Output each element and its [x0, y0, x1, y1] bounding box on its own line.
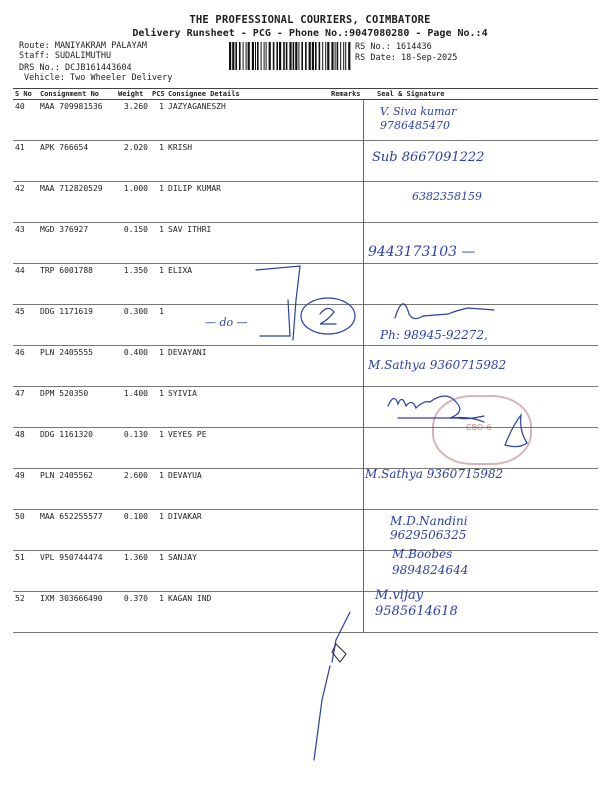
stamp-text: CBO-6 — [466, 423, 492, 432]
row-sno: 42 — [15, 184, 25, 193]
rs-date: RS Date: 18-Sep-2025 — [355, 53, 458, 63]
row-consignment: VPL 950744474 — [40, 553, 103, 562]
row-sno: 43 — [15, 225, 25, 234]
ditto-mark: — do — — [205, 316, 248, 329]
row-weight: 0.370 — [123, 594, 148, 603]
row-consignment: DDG 1161320 — [40, 430, 93, 439]
row-weight: 1.360 — [123, 553, 148, 562]
row-pcs: 1 — [159, 143, 164, 152]
drs-number: DRS No.: DCJB161443604 — [19, 63, 132, 73]
row-weight: 2.600 — [123, 471, 148, 480]
row-weight: 0.300 — [123, 307, 148, 316]
row-consignment: MAA 712820529 — [40, 184, 103, 193]
row-consignee: JAZYAGANESZH — [168, 102, 226, 111]
sig50-text: M.D.Nandini 9629506325 — [390, 514, 468, 542]
row-pcs: 1 — [159, 266, 164, 275]
row-pcs: 1 — [159, 553, 164, 562]
row-consignee: DEVAYANI — [168, 348, 207, 357]
row-pcs: 1 — [159, 512, 164, 521]
row-consignee: KAGAN IND — [168, 594, 212, 603]
row-consignment: MAA 652255577 — [40, 512, 103, 521]
row-sno: 48 — [15, 430, 25, 439]
row-consignee: VEYES PE — [168, 430, 207, 439]
route-label: Route: MANIYAKRAM PALAYAM — [19, 41, 147, 51]
row-consignee: KRISH — [168, 143, 193, 152]
row-pcs: 1 — [159, 348, 164, 357]
row-consignment: MGD 376927 — [40, 225, 89, 234]
row-sno: 47 — [15, 389, 25, 398]
row-consignee: DILIP KUMAR — [168, 184, 221, 193]
runsheet-subtitle: Delivery Runsheet - PCG - Phone No.:9047080280 - Page No.:4 — [132, 28, 488, 39]
col-signature: Seal & Signature — [377, 90, 445, 98]
row-weight: 0.400 — [123, 348, 148, 357]
row-sno: 51 — [15, 553, 25, 562]
vehicle-label: Vehicle: Two Wheeler Delivery — [24, 73, 173, 83]
company-title: THE PROFESSIONAL COURIERS, COIMBATORE — [189, 14, 431, 26]
staff-label: Staff: SUDALIMUTHU — [19, 51, 112, 61]
sig52-text: M.vijay 9585614618 — [375, 588, 458, 619]
row-consignment: IXM 303666490 — [40, 594, 103, 603]
row-consignee: DEVAYUA — [168, 471, 202, 480]
row-weight: 1.000 — [123, 184, 148, 193]
signature-42: 6382358159 — [412, 190, 482, 203]
row-weight: 0.130 — [123, 430, 148, 439]
row-weight: 1.350 — [123, 266, 148, 275]
rs-number: RS No.: 1614436 — [355, 42, 432, 52]
row-sno: 49 — [15, 471, 25, 480]
row-pcs: 1 — [159, 184, 164, 193]
col-weight: Weight — [118, 90, 144, 98]
row-pcs: 1 — [159, 389, 164, 398]
row-consignment: APK 766654 — [40, 143, 89, 152]
row-consignee: SANJAY — [168, 553, 197, 562]
row-sno: 44 — [15, 266, 25, 275]
row-consignee: SYIVIA — [168, 389, 197, 398]
col-sno: S No — [15, 90, 32, 98]
row-consignee: DIVAKAR — [168, 512, 202, 521]
row-consignment: DDG 1171619 — [40, 307, 93, 316]
col-consignee: Consignee Details — [168, 90, 240, 98]
col-consignment: Consignment No — [40, 90, 100, 98]
row-weight: 0.100 — [123, 512, 148, 521]
row-pcs: 1 — [159, 430, 164, 439]
sig40-text: V. Siva kumar 9786485470 — [380, 105, 457, 132]
row-sno: 41 — [15, 143, 25, 152]
row-sno: 46 — [15, 348, 25, 357]
row-pcs: 1 — [159, 307, 164, 316]
signature-46: M.Sathya 9360715982 — [368, 358, 507, 372]
row-weight: 0.150 — [123, 225, 148, 234]
row-consignee: ELIXA — [168, 266, 193, 275]
signature-43: 9443173103 — — [368, 244, 476, 260]
row-weight: 2.020 — [123, 143, 148, 152]
row-consignee: SAV ITHRI — [168, 225, 212, 234]
row-sno: 50 — [15, 512, 25, 521]
phone-note-45: Ph: 98945-92272, — [380, 328, 488, 342]
row-sno: 52 — [15, 594, 25, 603]
row-pcs: 1 — [159, 225, 164, 234]
row-consignment: PLN 2405562 — [40, 471, 93, 480]
row-consignment: DPM 520350 — [40, 389, 89, 398]
row-consignment: TRP 6001788 — [40, 266, 93, 275]
row-consignment: PLN 2405555 — [40, 348, 93, 357]
row-sno: 45 — [15, 307, 25, 316]
col-pcs: PCS — [152, 90, 165, 98]
signature-49: M.Sathya 9360715982 — [365, 467, 504, 481]
sig51-text: M.Boobes 9894824644 — [392, 547, 469, 577]
col-remarks: Remarks — [331, 90, 361, 98]
row-sno: 40 — [15, 102, 25, 111]
signature-41: Sub 8667091222 — [372, 150, 485, 165]
row-weight: 3.260 — [123, 102, 148, 111]
row-weight: 1.400 — [123, 389, 148, 398]
row-consignment: MAA 709981536 — [40, 102, 103, 111]
row-pcs: 1 — [159, 102, 164, 111]
row-pcs: 1 — [159, 594, 164, 603]
row-pcs: 1 — [159, 471, 164, 480]
